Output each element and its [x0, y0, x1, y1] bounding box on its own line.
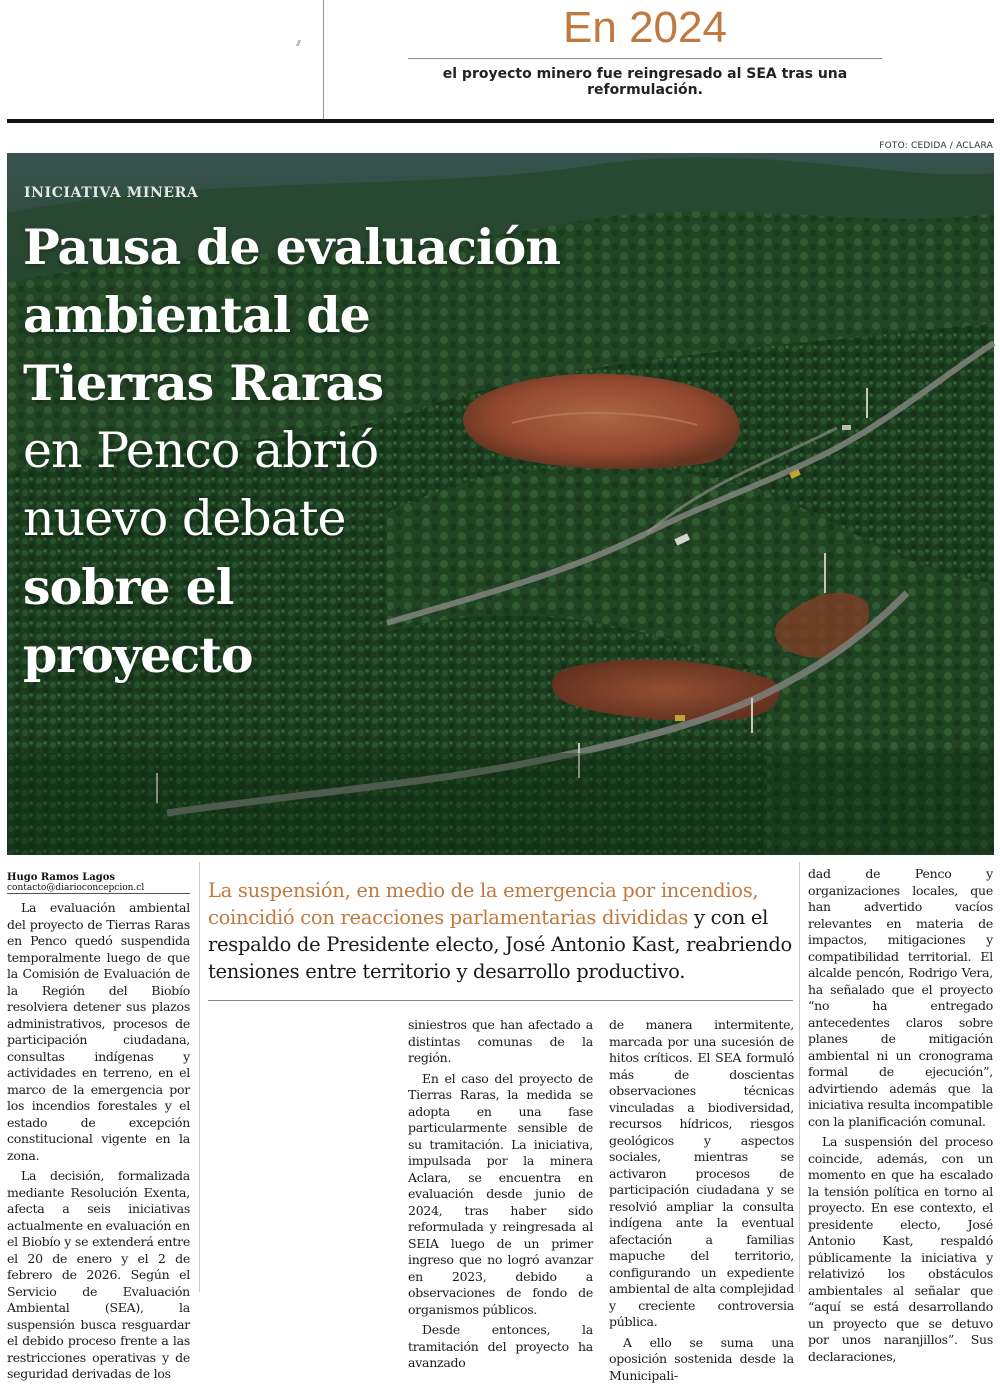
article-column-2: [408, 1017, 593, 1295]
paragraph: La evaluación ambiental del proyecto de Tierras Raras en Penco quedó suspendida temporalmente luego de que la Comisión de Evaluación de la Región del Biobío resolviera detener sus plazos administrativos, procesos de participación ciudadana, consultas indígenas y actividades en terreno, en el marco de la emergencia por los incendios forestales y el estado de excepción constitucional vigente en la zona.: [7, 900, 190, 1164]
paragraph: La decisión, formalizada mediante Resolución Exenta, afecta a seis iniciativas actualmente en evaluación en el Biobío y se extenderá entre el 20 de enero y el 2 de febrero de 2026. Según el Servicio de Evaluación Ambiental (SEA), la suspensión busca resguardar el debido proceso frente a las restricciones operativas y de seguridad derivadas de los: [7, 1168, 190, 1383]
paragraph: de manera intermitente, marcada por una sucesión de hitos críticos. El SEA formuló más de doscientas observaciones técnicas vinculadas a biodiversidad, recursos hídricos, riesgos geológicos y aspectos sociales, mientras se activaron procesos de participación ciudadana y se resolvió ampliar la consulta indígena ante la eventual afectación a familias mapuche del territorio, configurando un expediente ambiental de alta complejidad y creciente controversia pública.: [609, 1017, 794, 1331]
article-column-3: [609, 1017, 794, 1295]
paragraph: Desde entonces, la tramitación del proyecto ha avanzado: [408, 1322, 593, 1372]
paragraph: A ello se suma una oposición sostenida desde la Municipali-: [609, 1335, 794, 1384]
headline-line: ambiental de: [23, 281, 623, 349]
headline-line: sobre el: [23, 553, 623, 621]
lead-divider: [208, 1000, 793, 1001]
article-column-1: [7, 900, 190, 1295]
byline-divider: [7, 893, 190, 894]
headline-line: Pausa de evaluación: [23, 213, 623, 281]
sidebar-divider: [408, 58, 882, 59]
sidebar-year-description: el proyecto minero fue reingresado al SEA tras una reformulación.: [408, 66, 882, 98]
top-left-panel: [0, 0, 324, 120]
paragraph: siniestros que han afectado a distintas comunas de la región.: [408, 1017, 593, 1067]
lead-rest-text: y con el respaldo de Presidente electo, José Antonio Kast, reabriendo tensiones entre territorio y desarrollo productivo.: [208, 906, 792, 983]
main-photo: [7, 153, 994, 855]
article-lead: [208, 877, 798, 985]
headline-line: en Penco abrió: [23, 417, 623, 485]
article-headline: [23, 213, 623, 689]
paragraph: dad de Penco y organizaciones locales, que han advertido vacíos relevantes en materia de impactos, mitigaciones y compatibilidad territorial. El alcalde pencón, Rodrigo Vera, ha señalado que el proyecto “no ha entregado antecedentes claros sobre planes de mitigación ambiental ni un cronograma formal de ejecución”, advirtiendo además que la iniciativa resulta incompatible con la planificación comunal.: [808, 866, 993, 1130]
author-email: contacto@diarioconcepcion.cl: [7, 883, 144, 893]
section-divider: [7, 119, 994, 123]
sidebar-year-heading: En 2024: [408, 2, 882, 54]
lead-accent-text: La suspensión, en medio de la emergencia por incendios, coincidió con reacciones parlamentarias divididas: [208, 879, 758, 929]
headline-line: proyecto: [23, 621, 623, 689]
column-divider: [799, 862, 800, 1292]
decorative-mark: [296, 40, 301, 46]
author-name: Hugo Ramos Lagos: [7, 872, 115, 883]
article-kicker: INICIATIVA MINERA: [24, 185, 198, 201]
photo-credit: FOTO: CEDIDA / ACLARA: [879, 141, 993, 151]
article-column-4: [808, 866, 993, 1295]
paragraph: La suspensión del proceso coincide, además, con un momento en que ha escalado la tensión política en torno al proyecto. En ese contexto, el presidente electo, José Antonio Kast, respaldó públicamente la iniciativa y relativizó los obstáculos ambientales al señalar que “aquí se está desarrollando un proyecto que se detuvo por unos naranjillos”. Sus declaraciones,: [808, 1134, 993, 1365]
headline-line: Tierras Raras: [23, 349, 623, 417]
column-divider: [199, 862, 200, 1292]
paragraph: En el caso del proyecto de Tierras Raras, la medida se adopta en una fase particularmente sensible de su tramitación. La iniciativa, impulsada por la minera Aclara, se encuentra en evaluación desde junio de 2024, tras haber sido reformulada y reingresada al SEIA luego de un primer ingreso que no logró avanzar en 2023, debido a observaciones de fondo de organismos públicos.: [408, 1071, 593, 1319]
headline-line: nuevo debate: [23, 485, 623, 553]
